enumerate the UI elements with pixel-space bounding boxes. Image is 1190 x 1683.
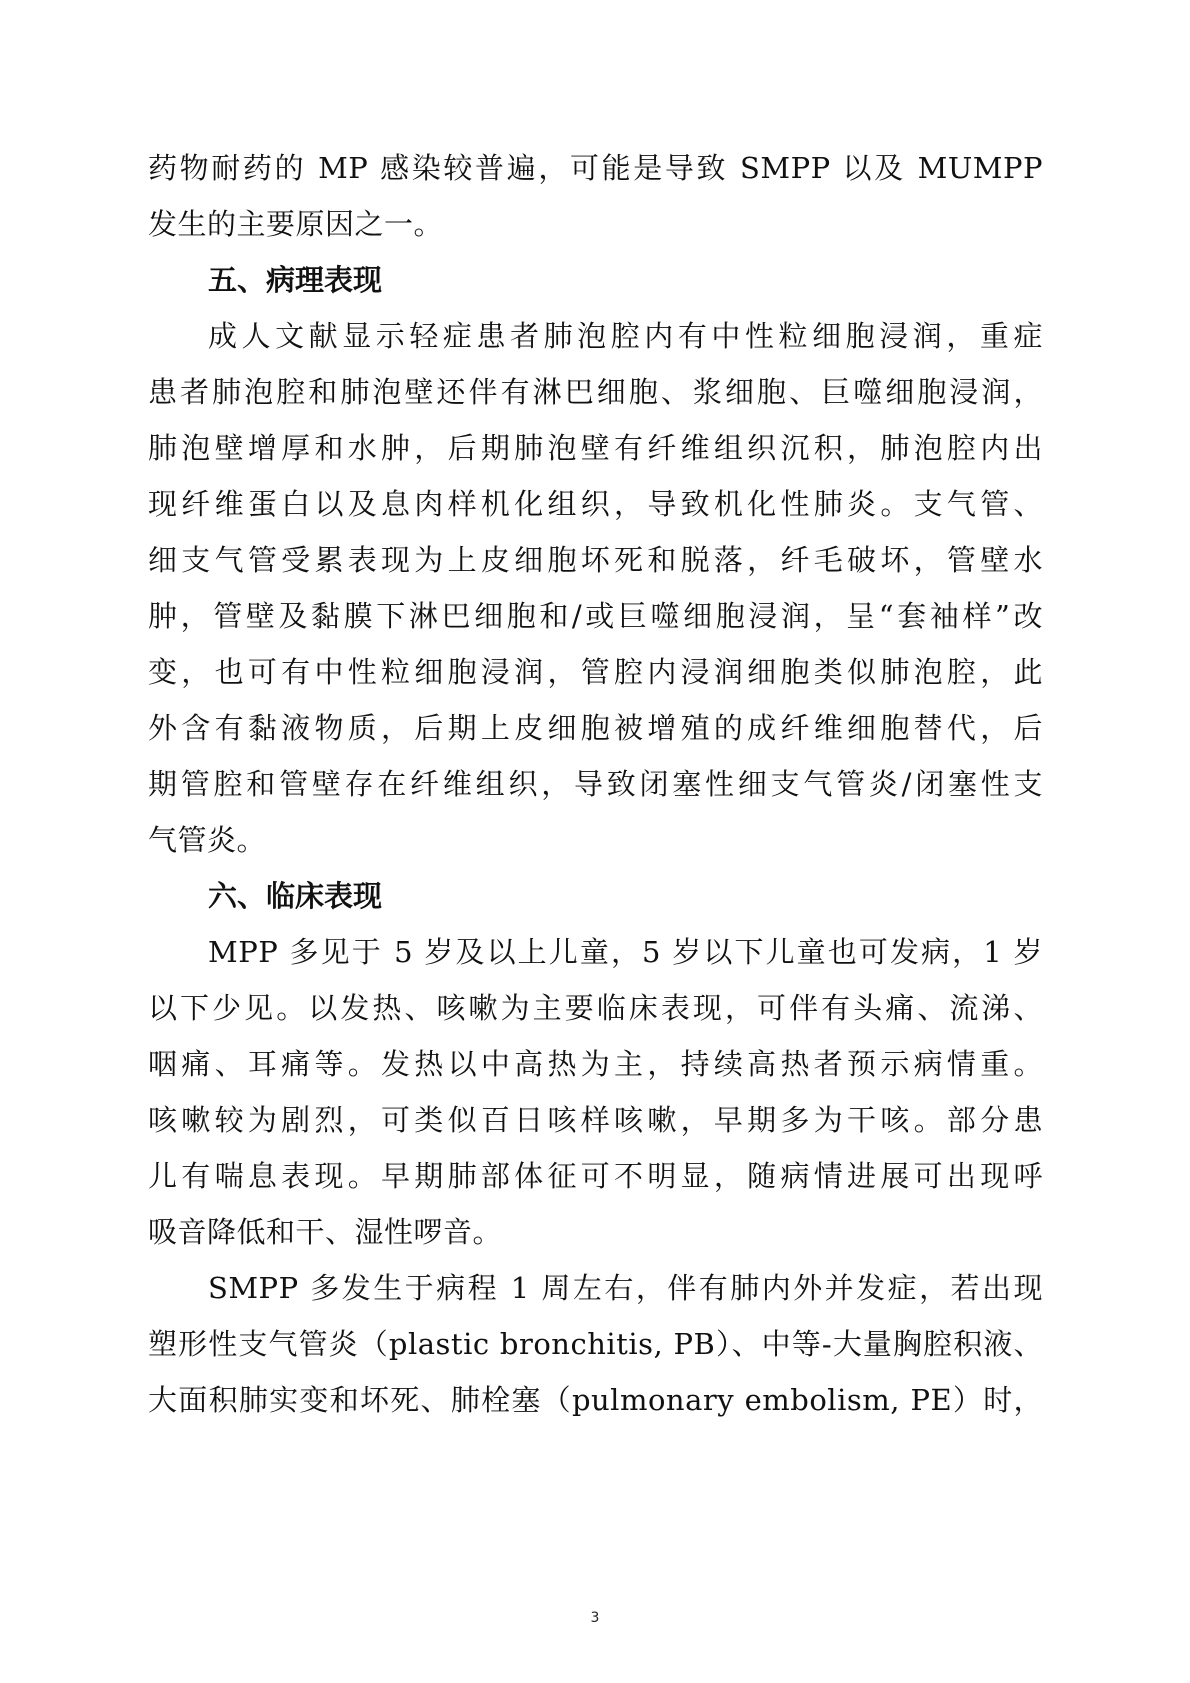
text-line: MPP 多见于 5 岁及以上儿童，5 岁以下儿童也可发病，1 岁 <box>208 935 1043 969</box>
text-line: SMPP 多发生于病程 1 周左右，伴有肺内外并发症，若出现 <box>208 1271 1043 1305</box>
text-line: 以下少见。以发热、咳嗽为主要临床表现，可伴有头痛、流涕、 <box>148 991 1043 1025</box>
text-line: 外含有黏液物质，后期上皮细胞被增殖的成纤维细胞替代，后 <box>148 711 1043 745</box>
text-line: 咽痛、耳痛等。发热以中高热为主，持续高热者预示病情重。 <box>148 1047 1043 1081</box>
section-heading-clinical: 六、临床表现 <box>208 879 383 913</box>
text-line: 儿有喘息表现。早期肺部体征可不明显，随病情进展可出现呼 <box>148 1159 1043 1193</box>
text-line: 气管炎。 <box>148 823 267 857</box>
document-body <box>148 140 1043 1428</box>
paragraph-clinical-2 <box>148 1260 1043 1428</box>
text-line: 药物耐药的 MP 感染较普遍，可能是导致 SMPP 以及 MUMPP <box>148 151 1043 185</box>
page-number: 3 <box>590 1610 600 1626</box>
paragraph-clinical-1 <box>148 924 1043 1260</box>
text-line: 咳嗽较为剧烈，可类似百日咳样咳嗽，早期多为干咳。部分患 <box>148 1103 1043 1137</box>
text-line: 大面积肺实变和坏死、肺栓塞（pulmonary embolism, PE）时， <box>148 1383 1043 1417</box>
text-line: 细支气管受累表现为上皮细胞坏死和脱落，纤毛破坏，管壁水 <box>148 543 1043 577</box>
text-line: 成人文献显示轻症患者肺泡腔内有中性粒细胞浸润，重症 <box>208 319 1043 353</box>
text-line: 期管腔和管壁存在纤维组织，导致闭塞性细支气管炎/闭塞性支 <box>148 767 1043 801</box>
text-line: 发生的主要原因之一。 <box>148 207 444 241</box>
text-line: 吸音降低和干、湿性啰音。 <box>148 1215 503 1249</box>
text-line: 患者肺泡腔和肺泡壁还伴有淋巴细胞、浆细胞、巨噬细胞浸润， <box>148 375 1043 409</box>
text-line: 现纤维蛋白以及息肉样机化组织，导致机化性肺炎。支气管、 <box>148 487 1043 521</box>
text-line: 肺泡壁增厚和水肿，后期肺泡壁有纤维组织沉积，肺泡腔内出 <box>148 431 1043 465</box>
text-line: 塑形性支气管炎（plastic bronchitis, PB）、中等-大量胸腔积液、 <box>148 1327 1043 1361</box>
text-line: 变，也可有中性粒细胞浸润，管腔内浸润细胞类似肺泡腔，此 <box>148 655 1043 689</box>
paragraph-continuation <box>148 140 1043 252</box>
paragraph-pathology <box>148 308 1043 868</box>
section-heading-pathology: 五、病理表现 <box>208 263 383 297</box>
text-line: 肿，管壁及黏膜下淋巴细胞和/或巨噬细胞浸润，呈“套袖样”改 <box>148 599 1043 633</box>
